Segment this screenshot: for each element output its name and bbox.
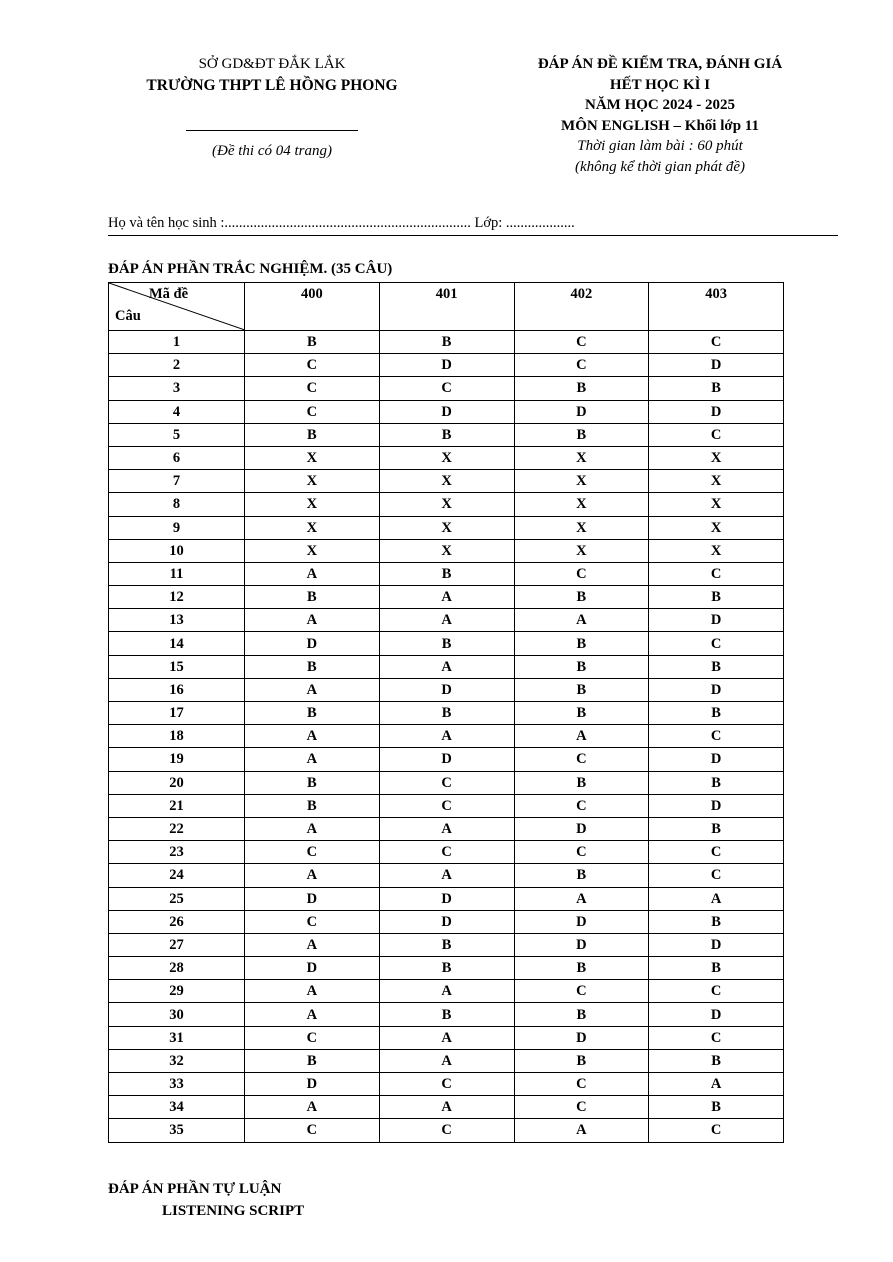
table-row: [109, 446, 784, 469]
answer-cell: X: [649, 446, 784, 469]
table-row: [109, 748, 784, 771]
table-row: [109, 632, 784, 655]
table-row: [109, 864, 784, 887]
question-number-cell: 13: [109, 609, 245, 632]
school-name: TRƯỜNG THPT LÊ HỒNG PHONG: [146, 77, 398, 94]
question-number-cell: 33: [109, 1073, 245, 1096]
answer-cell: C: [245, 400, 380, 423]
answer-cell: D: [379, 887, 514, 910]
answer-cell: D: [649, 794, 784, 817]
question-number-cell: 21: [109, 794, 245, 817]
answer-cell: C: [514, 1073, 649, 1096]
answer-cell: D: [245, 632, 380, 655]
answer-cell: A: [245, 1096, 380, 1119]
answer-cell: B: [514, 377, 649, 400]
answer-cell: C: [379, 841, 514, 864]
school-year: NĂM HỌC 2024 - 2025: [585, 97, 735, 113]
answer-cell: A: [245, 1003, 380, 1026]
answer-cell: B: [514, 586, 649, 609]
answer-cell: C: [649, 331, 784, 354]
answer-cell: D: [379, 910, 514, 933]
corner-header-cell: [109, 283, 245, 331]
answer-cell: B: [514, 632, 649, 655]
question-number-cell: 29: [109, 980, 245, 1003]
answer-cell: A: [379, 980, 514, 1003]
question-number-cell: 5: [109, 423, 245, 446]
question-number-cell: 11: [109, 562, 245, 585]
answer-cell: B: [514, 1003, 649, 1026]
answer-cell: B: [649, 1096, 784, 1119]
answer-cell: X: [245, 493, 380, 516]
answer-cell: C: [514, 841, 649, 864]
answer-cell: B: [514, 957, 649, 980]
listening-script-title: LISTENING SCRIPT: [162, 1203, 305, 1219]
question-number-cell: 12: [109, 586, 245, 609]
answer-cell: A: [379, 817, 514, 840]
question-number-cell: 8: [109, 493, 245, 516]
answer-cell: C: [649, 423, 784, 446]
question-number-cell: 35: [109, 1119, 245, 1142]
table-row: [109, 1119, 784, 1142]
answer-cell: X: [379, 516, 514, 539]
essay-section-title: ĐÁP ÁN PHẦN TỰ LUẬN: [108, 1181, 282, 1197]
answer-cell: C: [514, 794, 649, 817]
answer-cell: A: [245, 933, 380, 956]
exam-title-line1: ĐÁP ÁN ĐỀ KIỂM TRA, ĐÁNH GIÁ: [537, 56, 783, 72]
question-label: Câu: [115, 308, 141, 324]
table-row: [109, 910, 784, 933]
answer-cell: C: [245, 377, 380, 400]
answer-cell: C: [379, 1073, 514, 1096]
answer-cell: D: [514, 933, 649, 956]
question-number-cell: 26: [109, 910, 245, 933]
answer-cell: C: [649, 632, 784, 655]
answer-cell: B: [245, 702, 380, 725]
answer-cell: D: [514, 910, 649, 933]
answer-cell: X: [514, 470, 649, 493]
pages-note: (Đề thi có 04 trang): [212, 143, 332, 159]
answer-cell: B: [649, 655, 784, 678]
question-number-cell: 1: [109, 331, 245, 354]
answer-cell: C: [245, 841, 380, 864]
answer-cell: D: [379, 748, 514, 771]
answer-cell: C: [379, 377, 514, 400]
answer-cell: X: [649, 539, 784, 562]
answer-cell: D: [379, 400, 514, 423]
answer-cell: C: [649, 562, 784, 585]
answer-cell: X: [514, 539, 649, 562]
answer-cell: D: [649, 748, 784, 771]
answer-cell: B: [245, 331, 380, 354]
answer-cell: C: [379, 771, 514, 794]
answer-cell: A: [379, 1026, 514, 1049]
answer-cell: B: [379, 702, 514, 725]
answer-cell: D: [245, 957, 380, 980]
answer-cell: D: [514, 817, 649, 840]
answer-cell: C: [514, 331, 649, 354]
answer-cell: C: [649, 725, 784, 748]
answer-cell: D: [514, 400, 649, 423]
question-number-cell: 31: [109, 1026, 245, 1049]
table-row: [109, 841, 784, 864]
question-number-cell: 16: [109, 678, 245, 701]
table-row: [109, 887, 784, 910]
answer-cell: B: [649, 702, 784, 725]
answer-cell: B: [379, 632, 514, 655]
table-row: [109, 354, 784, 377]
answer-cell: C: [245, 910, 380, 933]
answer-cell: A: [379, 725, 514, 748]
time-limit: Thời gian làm bài : 60 phút: [577, 138, 743, 154]
answer-cell: D: [514, 1026, 649, 1049]
answer-cell: B: [379, 1003, 514, 1026]
question-number-cell: 28: [109, 957, 245, 980]
answer-cell: A: [379, 1049, 514, 1072]
answer-cell: C: [649, 980, 784, 1003]
table-row: [109, 817, 784, 840]
answer-cell: X: [245, 446, 380, 469]
answer-cell: X: [514, 493, 649, 516]
table-row: [109, 980, 784, 1003]
answer-cell: A: [245, 562, 380, 585]
answer-cell: B: [514, 771, 649, 794]
answer-cell: A: [379, 655, 514, 678]
answer-cell: D: [245, 887, 380, 910]
table-row: [109, 609, 784, 632]
question-number-cell: 14: [109, 632, 245, 655]
table-row: [109, 702, 784, 725]
answer-cell: A: [245, 748, 380, 771]
table-row: [109, 771, 784, 794]
question-number-cell: 4: [109, 400, 245, 423]
answer-cell: B: [379, 423, 514, 446]
table-row: [109, 493, 784, 516]
answer-cell: X: [245, 516, 380, 539]
answer-cell: X: [379, 446, 514, 469]
question-number-cell: 6: [109, 446, 245, 469]
answer-cell: B: [245, 771, 380, 794]
answer-cell: B: [514, 423, 649, 446]
table-row: [109, 794, 784, 817]
answer-cell: D: [649, 678, 784, 701]
time-note: (không kể thời gian phát đề): [574, 158, 746, 175]
answer-cell: C: [649, 1119, 784, 1142]
table-row: [109, 539, 784, 562]
answer-cell: C: [514, 562, 649, 585]
answer-cell: B: [514, 864, 649, 887]
answer-cell: X: [649, 516, 784, 539]
answer-cell: B: [514, 678, 649, 701]
answer-cell: B: [649, 377, 784, 400]
question-number-cell: 7: [109, 470, 245, 493]
answer-cell: A: [379, 1096, 514, 1119]
table-row: [109, 516, 784, 539]
answer-cell: B: [649, 910, 784, 933]
question-number-cell: 34: [109, 1096, 245, 1119]
answer-cell: A: [514, 609, 649, 632]
answer-cell: B: [649, 957, 784, 980]
answer-cell: B: [379, 957, 514, 980]
department-name: SỞ GD&ĐT ĐẮK LẮK: [198, 56, 346, 72]
answer-cell: X: [379, 493, 514, 516]
answer-cell: C: [245, 1119, 380, 1142]
table-row: [109, 586, 784, 609]
table-row: [109, 331, 784, 354]
exam-code-label: Mã đề: [149, 286, 189, 302]
answer-cell: C: [649, 1026, 784, 1049]
answer-table-body: [109, 331, 784, 1143]
answer-cell: A: [514, 887, 649, 910]
answer-cell: B: [514, 1049, 649, 1072]
answer-cell: B: [245, 655, 380, 678]
answer-cell: B: [649, 771, 784, 794]
answer-cell: A: [245, 609, 380, 632]
question-number-cell: 22: [109, 817, 245, 840]
code-header: 400: [245, 283, 380, 331]
answer-cell: B: [245, 1049, 380, 1072]
answer-cell: B: [245, 794, 380, 817]
answer-cell: C: [379, 1119, 514, 1142]
table-row: [109, 1073, 784, 1096]
subject-grade: MÔN ENGLISH – Khối lớp 11: [561, 117, 759, 134]
table-row: [109, 957, 784, 980]
table-row: [109, 1096, 784, 1119]
answer-cell: A: [379, 609, 514, 632]
question-number-cell: 2: [109, 354, 245, 377]
answer-cell: C: [649, 841, 784, 864]
answer-cell: D: [379, 354, 514, 377]
question-number-cell: 27: [109, 933, 245, 956]
question-number-cell: 18: [109, 725, 245, 748]
answer-cell: D: [649, 1003, 784, 1026]
answer-cell: D: [649, 609, 784, 632]
answer-cell: X: [649, 493, 784, 516]
question-number-cell: 15: [109, 655, 245, 678]
answer-cell: X: [649, 470, 784, 493]
question-number-cell: 32: [109, 1049, 245, 1072]
table-row: [109, 562, 784, 585]
answer-cell: B: [649, 586, 784, 609]
answer-cell: D: [649, 933, 784, 956]
answer-cell: A: [649, 887, 784, 910]
table-row: [109, 1049, 784, 1072]
question-number-cell: 20: [109, 771, 245, 794]
answer-cell: C: [649, 864, 784, 887]
question-number-cell: 30: [109, 1003, 245, 1026]
answer-cell: X: [245, 470, 380, 493]
answer-cell: C: [514, 354, 649, 377]
question-number-cell: 10: [109, 539, 245, 562]
essay-section: [108, 1178, 304, 1222]
answer-cell: B: [514, 702, 649, 725]
table-row: [109, 933, 784, 956]
answer-cell: B: [245, 586, 380, 609]
answer-cell: D: [245, 1073, 380, 1096]
answer-cell: A: [245, 980, 380, 1003]
question-number-cell: 23: [109, 841, 245, 864]
answer-cell: A: [514, 1119, 649, 1142]
answer-cell: B: [514, 655, 649, 678]
answer-cell: X: [245, 539, 380, 562]
answer-cell: B: [245, 423, 380, 446]
answer-cell: C: [514, 1096, 649, 1119]
answer-cell: B: [649, 1049, 784, 1072]
table-header-row: [109, 283, 784, 331]
answer-cell: A: [245, 817, 380, 840]
table-row: [109, 470, 784, 493]
answer-cell: B: [379, 562, 514, 585]
answer-cell: X: [514, 446, 649, 469]
question-number-cell: 3: [109, 377, 245, 400]
table-row: [109, 655, 784, 678]
table-row: [109, 725, 784, 748]
answer-table: [108, 282, 784, 1143]
answer-cell: A: [514, 725, 649, 748]
answer-cell: X: [514, 516, 649, 539]
exam-title-line2: HẾT HỌC KÌ I: [609, 76, 711, 93]
answer-cell: X: [379, 539, 514, 562]
answer-cell: A: [379, 864, 514, 887]
table-row: [109, 1026, 784, 1049]
table-row: [109, 400, 784, 423]
answer-cell: C: [514, 748, 649, 771]
mc-section-title: ĐÁP ÁN PHẦN TRẮC NGHIỆM. (35 CÂU): [108, 261, 393, 277]
answer-cell: C: [245, 1026, 380, 1049]
answer-cell: D: [649, 354, 784, 377]
question-number-cell: 24: [109, 864, 245, 887]
header-separator: [108, 235, 838, 236]
answer-cell: A: [379, 586, 514, 609]
table-row: [109, 1003, 784, 1026]
student-info-line: Họ và tên học sinh :.................................................................... Lớp: ...................: [108, 215, 575, 231]
answer-cell: B: [379, 331, 514, 354]
code-header: 403: [649, 283, 784, 331]
answer-cell: B: [649, 817, 784, 840]
question-number-cell: 9: [109, 516, 245, 539]
answer-cell: A: [245, 864, 380, 887]
header-left: [100, 54, 444, 162]
answer-cell: C: [245, 354, 380, 377]
header-right: [490, 54, 830, 177]
code-header: 401: [379, 283, 514, 331]
code-header: 402: [514, 283, 649, 331]
answer-cell: X: [379, 470, 514, 493]
table-row: [109, 678, 784, 701]
answer-cell: D: [379, 678, 514, 701]
question-number-cell: 25: [109, 887, 245, 910]
answer-cell: B: [379, 933, 514, 956]
answer-cell: A: [245, 725, 380, 748]
header-divider: [186, 130, 358, 131]
answer-cell: D: [649, 400, 784, 423]
table-row: [109, 423, 784, 446]
answer-cell: A: [649, 1073, 784, 1096]
table-row: [109, 377, 784, 400]
answer-cell: C: [379, 794, 514, 817]
question-number-cell: 17: [109, 702, 245, 725]
answer-cell: C: [514, 980, 649, 1003]
question-number-cell: 19: [109, 748, 245, 771]
answer-cell: A: [245, 678, 380, 701]
